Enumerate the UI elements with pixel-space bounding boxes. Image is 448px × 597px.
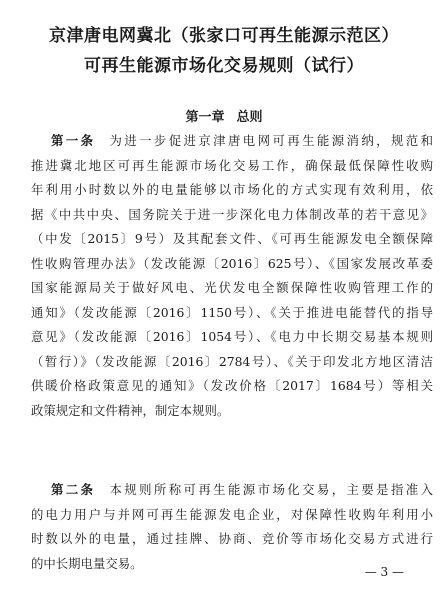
article-2-line-1-text: 本规则所称可再生能源市场化交易，主要是指准入 (109, 482, 434, 497)
document-title-line-1: 京津唐电网冀北（张家口可再生能源示范区） (49, 26, 399, 46)
article-1 (31, 129, 433, 423)
chapter-number: 第一章 (185, 110, 225, 125)
article-1-line-11: 供暖价格政策意见的通知》（发改价格〔2017〕1684号）等相关 (31, 378, 433, 393)
article-1-line-7: 国家能源局关于做好风电、光伏发电全额保障性收购管理工作的 (31, 280, 433, 295)
article-1-line-10: （暂行）》（发改能源〔2016〕2784号）、《关于印发北方地区清洁 (31, 353, 433, 369)
article-1-line-1-text: 为进一步促进京津唐电网可再生能源消纳，规范和 (109, 133, 434, 148)
chapter-title: 总则 (236, 110, 263, 125)
article-1-line-2: 推进冀北地区可再生能源市场化交易工作，确保最低保障性收购 (31, 157, 433, 173)
article-1-line-8: 通知》（发改能源〔2016〕1150号）、《关于推进电能替代的指导 (31, 304, 433, 320)
article-2 (31, 478, 433, 576)
article-2-line-1 (31, 478, 433, 503)
article-2-label: 第二条 (51, 482, 96, 497)
chapter-heading (0, 106, 448, 125)
article-2-line-3: 时数以外的电量，通过挂牌、协商、竞价等市场化交易方式进行 (31, 531, 433, 546)
page-number: — 3 — (364, 565, 404, 579)
document-title-line-2: 可再生能源市场化交易规则（试行） (84, 56, 364, 76)
article-1-line-6: 性收购管理办法》（发改能源〔2016〕625号）、《国家发展改革委 (31, 255, 433, 271)
article-1-line-3: 年利用小时数以外的电量能够以市场化的方式实现有效利用，依 (31, 182, 433, 197)
article-1-line-4: 据《中共中央、国务院关于进一步深化电力体制改革的若干意见》 (31, 206, 433, 222)
article-1-line-1 (31, 129, 433, 154)
article-2-line-4: 的中长期电量交易。 (31, 555, 143, 571)
article-1-line-5: （中发〔2015〕9号）及其配套文件、《可再生能源发电全额保障 (31, 231, 433, 246)
article-1-label: 第一条 (51, 133, 96, 148)
article-1-line-9: 意见》（发改能源〔2016〕1054号）、《电力中长期交易基本规则 (31, 329, 433, 344)
article-2-line-2: 的电力用户与并网可再生能源发电企业，对保障性收购年利用小 (31, 506, 433, 522)
article-1-line-12: 政策规定和文件精神，制定本规则。 (31, 402, 230, 418)
